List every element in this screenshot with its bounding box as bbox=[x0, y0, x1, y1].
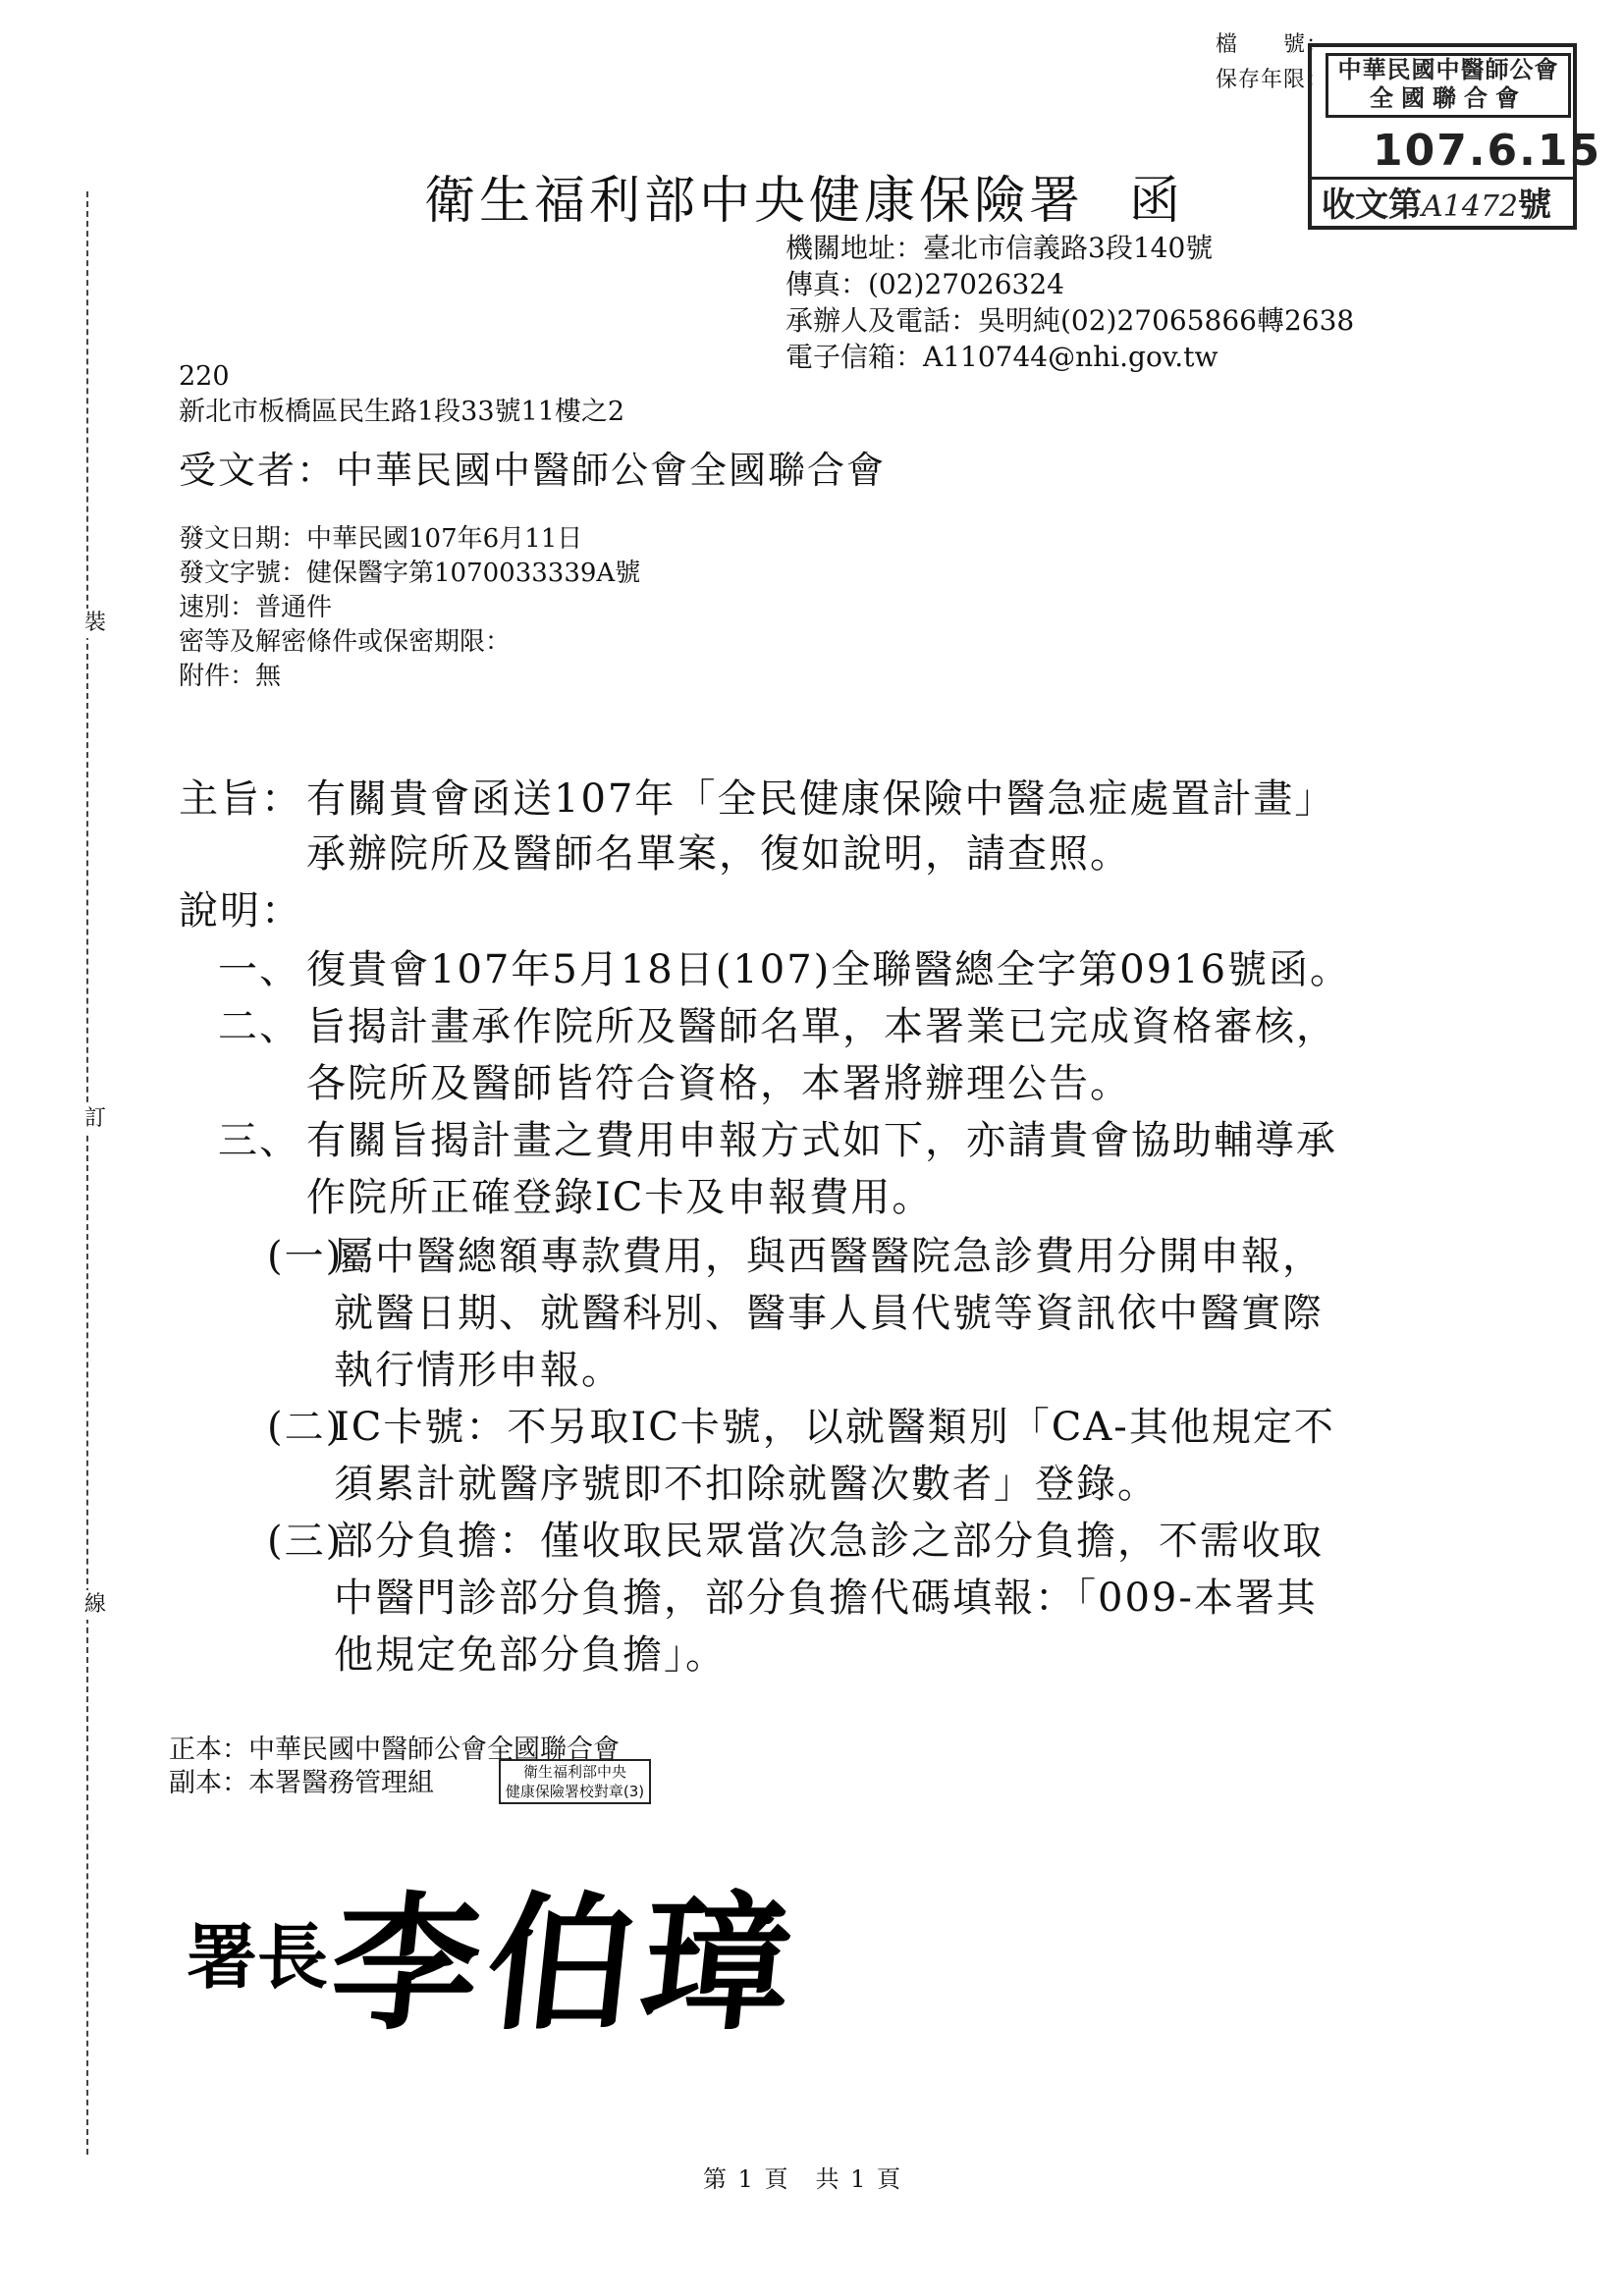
issue-date: 發文日期：中華民國107年6月11日 bbox=[179, 524, 583, 554]
doc-number: 發文字號：健保醫字第1070033339A號 bbox=[179, 559, 641, 588]
item-3-line-1: 有關旨揭計畫之費用申報方式如下，亦請貴會協助輔導承 bbox=[306, 1118, 1337, 1163]
received-label: 收文第 bbox=[1322, 186, 1422, 225]
receipt-stamp-number bbox=[1312, 177, 1573, 230]
subject-line-1: 有關貴會函送107年「全民健康保險中醫急症處置計畫」 bbox=[306, 776, 1336, 822]
carbon-copy: 副本：本署醫務管理組 bbox=[169, 1768, 434, 1798]
item-1-marker: 一、 bbox=[218, 947, 300, 992]
attachment: 附件：無 bbox=[179, 662, 282, 691]
proofreading-seal bbox=[499, 1759, 651, 1804]
item-3-line-2: 作院所正確登錄IC卡及申報費用。 bbox=[306, 1175, 934, 1220]
item-3-marker: 三、 bbox=[218, 1118, 300, 1163]
item-2-line-1: 旨揭計畫承作院所及醫師名單，本署業已完成資格審核， bbox=[306, 1004, 1337, 1049]
issuer-email: 電子信箱：A110744@nhi.gov.tw bbox=[785, 341, 1218, 373]
sub-item-3-line-2: 中醫門診部分負擔，部分負擔代碼填報：「009-本署其 bbox=[334, 1575, 1318, 1621]
postal-code: 220 bbox=[179, 361, 230, 392]
received-number: A1472 bbox=[1422, 189, 1519, 224]
binding-char-ding: 訂 bbox=[81, 1104, 110, 1134]
sub-item-3-line-1: 部分負擔：僅收取民眾當次急診之部分負擔，不需收取 bbox=[334, 1519, 1324, 1564]
original-copy: 正本：中華民國中醫師公會全國聯合會 bbox=[169, 1735, 620, 1765]
issuer-fax: 傳真：(02)27026324 bbox=[785, 268, 1064, 300]
retention-label: 保存年限： bbox=[1216, 68, 1329, 92]
file-no-label: 檔 號： bbox=[1216, 32, 1329, 57]
receipt-stamp-org bbox=[1326, 53, 1571, 118]
sub-item-1-marker: (一) bbox=[267, 1234, 344, 1279]
signature-title: 署長 bbox=[187, 1916, 329, 1999]
explanation-label: 說明： bbox=[179, 888, 302, 934]
binding-line bbox=[86, 191, 88, 2155]
seal-line-1: 衛生福利部中央 bbox=[522, 1763, 626, 1781]
item-2-line-2: 各院所及醫師皆符合資格，本署將辦理公告。 bbox=[306, 1061, 1131, 1106]
subject-label: 主旨： bbox=[179, 776, 302, 822]
receipt-stamp-org-line2: 全國聯合會 bbox=[1370, 84, 1527, 112]
recipient-address: 新北市板橋區民生路1段33號11樓之2 bbox=[179, 397, 625, 427]
sub-item-2-line-2: 須累計就醫序號即不扣除就醫次數者」登錄。 bbox=[334, 1462, 1159, 1507]
receipt-stamp-org-line1: 中華民國中醫師公會 bbox=[1337, 56, 1559, 83]
recipient-line: 受文者：中華民國中醫師公會全國聯合會 bbox=[179, 449, 887, 492]
issuer-contact-person: 承辦人及電話：吳明純(02)27065866轉2638 bbox=[785, 304, 1355, 337]
sub-item-2-marker: (二) bbox=[267, 1405, 344, 1450]
recipient-address-block bbox=[179, 359, 624, 430]
sub-item-3-marker: (三) bbox=[267, 1519, 344, 1564]
subject-line-2: 承辦院所及醫師名單案，復如說明，請查照。 bbox=[306, 831, 1131, 877]
issuer-address: 機關地址：臺北市信義路3段140號 bbox=[785, 232, 1214, 264]
receipt-stamp-date: 107.6.15 bbox=[1373, 126, 1602, 176]
signature-name: 李伯璋 bbox=[322, 1880, 807, 2051]
doc-type: 函 bbox=[1129, 172, 1185, 231]
item-1-line-1: 復貴會107年5月18日(107)全聯醫總全字第0916號函。 bbox=[306, 947, 1352, 992]
issuer-contact bbox=[785, 230, 1354, 375]
seal-line-2: 健康保險署校對章(3) bbox=[505, 1783, 645, 1800]
speed: 速別：普通件 bbox=[179, 593, 333, 622]
sub-item-1-line-2: 就醫日期、就醫科別、醫事人員代號等資訊依中醫實際 bbox=[334, 1291, 1324, 1336]
receipt-stamp bbox=[1308, 43, 1602, 230]
issuer-title: 衛生福利部中央健康保險署 bbox=[424, 172, 1085, 231]
binding-char-xian: 線 bbox=[81, 1590, 110, 1620]
binding-char-zhuang: 裝 bbox=[81, 609, 110, 638]
sub-item-1-line-1: 屬中醫總額專款費用，與西醫醫院急診費用分開申報， bbox=[334, 1234, 1324, 1279]
secrecy: 密等及解密條件或保密期限： bbox=[179, 627, 512, 657]
sub-item-2-line-1: IC卡號：不另取IC卡號，以就醫類別「CA-其他規定不 bbox=[334, 1405, 1335, 1450]
page-number: 第 1 頁 共 1 頁 bbox=[703, 2165, 903, 2193]
signature bbox=[187, 1845, 807, 2057]
item-2-marker: 二、 bbox=[218, 1004, 300, 1049]
doc-meta bbox=[179, 522, 640, 694]
received-suffix: 號 bbox=[1518, 186, 1552, 225]
sub-item-1-line-3: 執行情形申報。 bbox=[334, 1348, 623, 1393]
sub-item-3-line-3: 他規定免部分負擔」。 bbox=[334, 1632, 727, 1678]
